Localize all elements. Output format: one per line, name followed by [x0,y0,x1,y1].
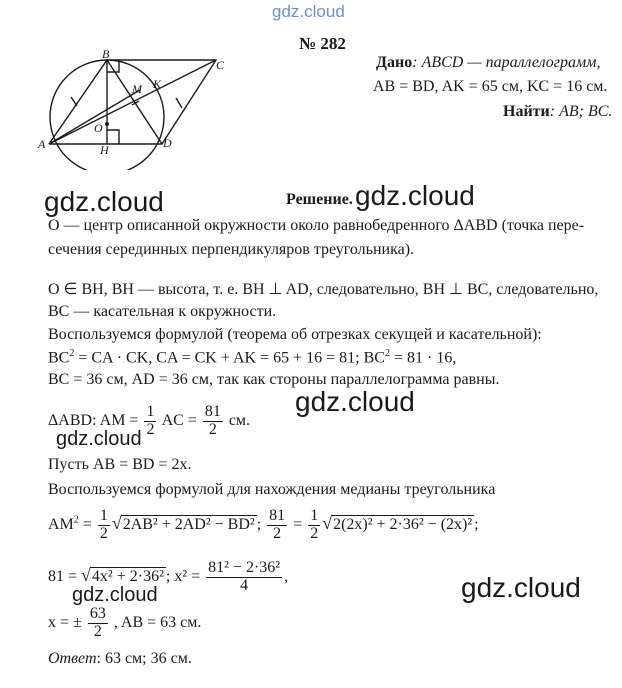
watermark: gdz.cloud [56,428,142,450]
answer-text: : 63 см; 36 см. [96,650,192,667]
text-line-1: O — центр описанной окружности около равнобедренного ΔABD (точка пере- [48,217,585,234]
text-line-5: Воспользуемся формулой (теорема об отрезках секущей и касательной): [48,326,542,343]
label-k: K [153,77,162,91]
formula-bc-squared: $BC^2$ = CA · CK, CA = CK + AK = 65 + 16 = 81; $BC^2 = 81 \cdot 16$, [48,348,457,367]
formula-am: ΔABD: AM = $\frac{1}{2}$ AC = $\frac{81}{2}$ см. [48,403,251,438]
answer-line [48,650,192,668]
given-line-1 [376,54,600,72]
label-c: C [216,58,225,72]
right-angle-h [107,130,119,144]
label-h: H [100,143,109,157]
label-d: D [163,136,172,150]
text-line-9: Пусть AB = BD = 2x. [48,456,192,473]
tick-cd [176,98,182,108]
watermark: gdz.cloud [72,584,158,606]
text-line-4: BC — касательная к окружности. [48,303,277,320]
label-b: B [102,50,110,61]
text-line-3: O ∈ BH, BH — высота, т. е. BH ⊥ AD, следовательно, BH ⊥ BC, следовательно, [48,281,599,298]
find-label: Найти [503,103,550,120]
text-line-2: сечения серединных перпендикуляров треугольника). [48,241,415,258]
formula-x-squared: 81 = √4x² + 2·36² ; x² = $\frac{\text{81² − 2·36²}}{4}$ , [48,559,289,594]
given-text: : ABCD — параллелограмм, [412,54,601,71]
label-o: O [94,121,103,135]
top-watermark: gdz.cloud [272,2,345,21]
answer-label: Ответ [48,650,97,667]
solution-title: Решение. [286,191,353,208]
formula-x-value: x = ± $\frac{63}{2}$ , AB = 63 см. [48,605,202,640]
center-o [105,122,109,126]
watermark: gdz.cloud [44,186,164,217]
text-line-7: BC = 36 см, AD = 36 см, так как стороны параллелограмма равны. [48,371,500,388]
given-line-2: AB = BD, AK = 65 см, KC = 16 см. [373,78,608,95]
tick-ab [71,97,77,106]
watermark: gdz.cloud [295,386,415,417]
geometry-figure [36,50,246,170]
watermark: gdz.cloud [461,572,581,603]
find-text: : AB; BC. [549,103,613,120]
formula-median: $AM^2$ = $\frac{1}{2}$ √2AB² + 2AD² − BD² ; $\frac{81}{2}$ = $\frac{1}{2}$ √2(2x)² + 2·36² − (2x)² ; [48,507,479,542]
watermark: gdz.cloud [355,180,475,211]
problem-number: № 282 [299,34,346,53]
given-label: Дано [376,54,413,71]
label-m: M [132,82,142,96]
text-line-10: Воспользуемся формулой для нахождения медианы треугольника [48,481,496,498]
find-line [503,103,612,121]
label-a: A [38,137,46,151]
median-am [49,90,140,144]
